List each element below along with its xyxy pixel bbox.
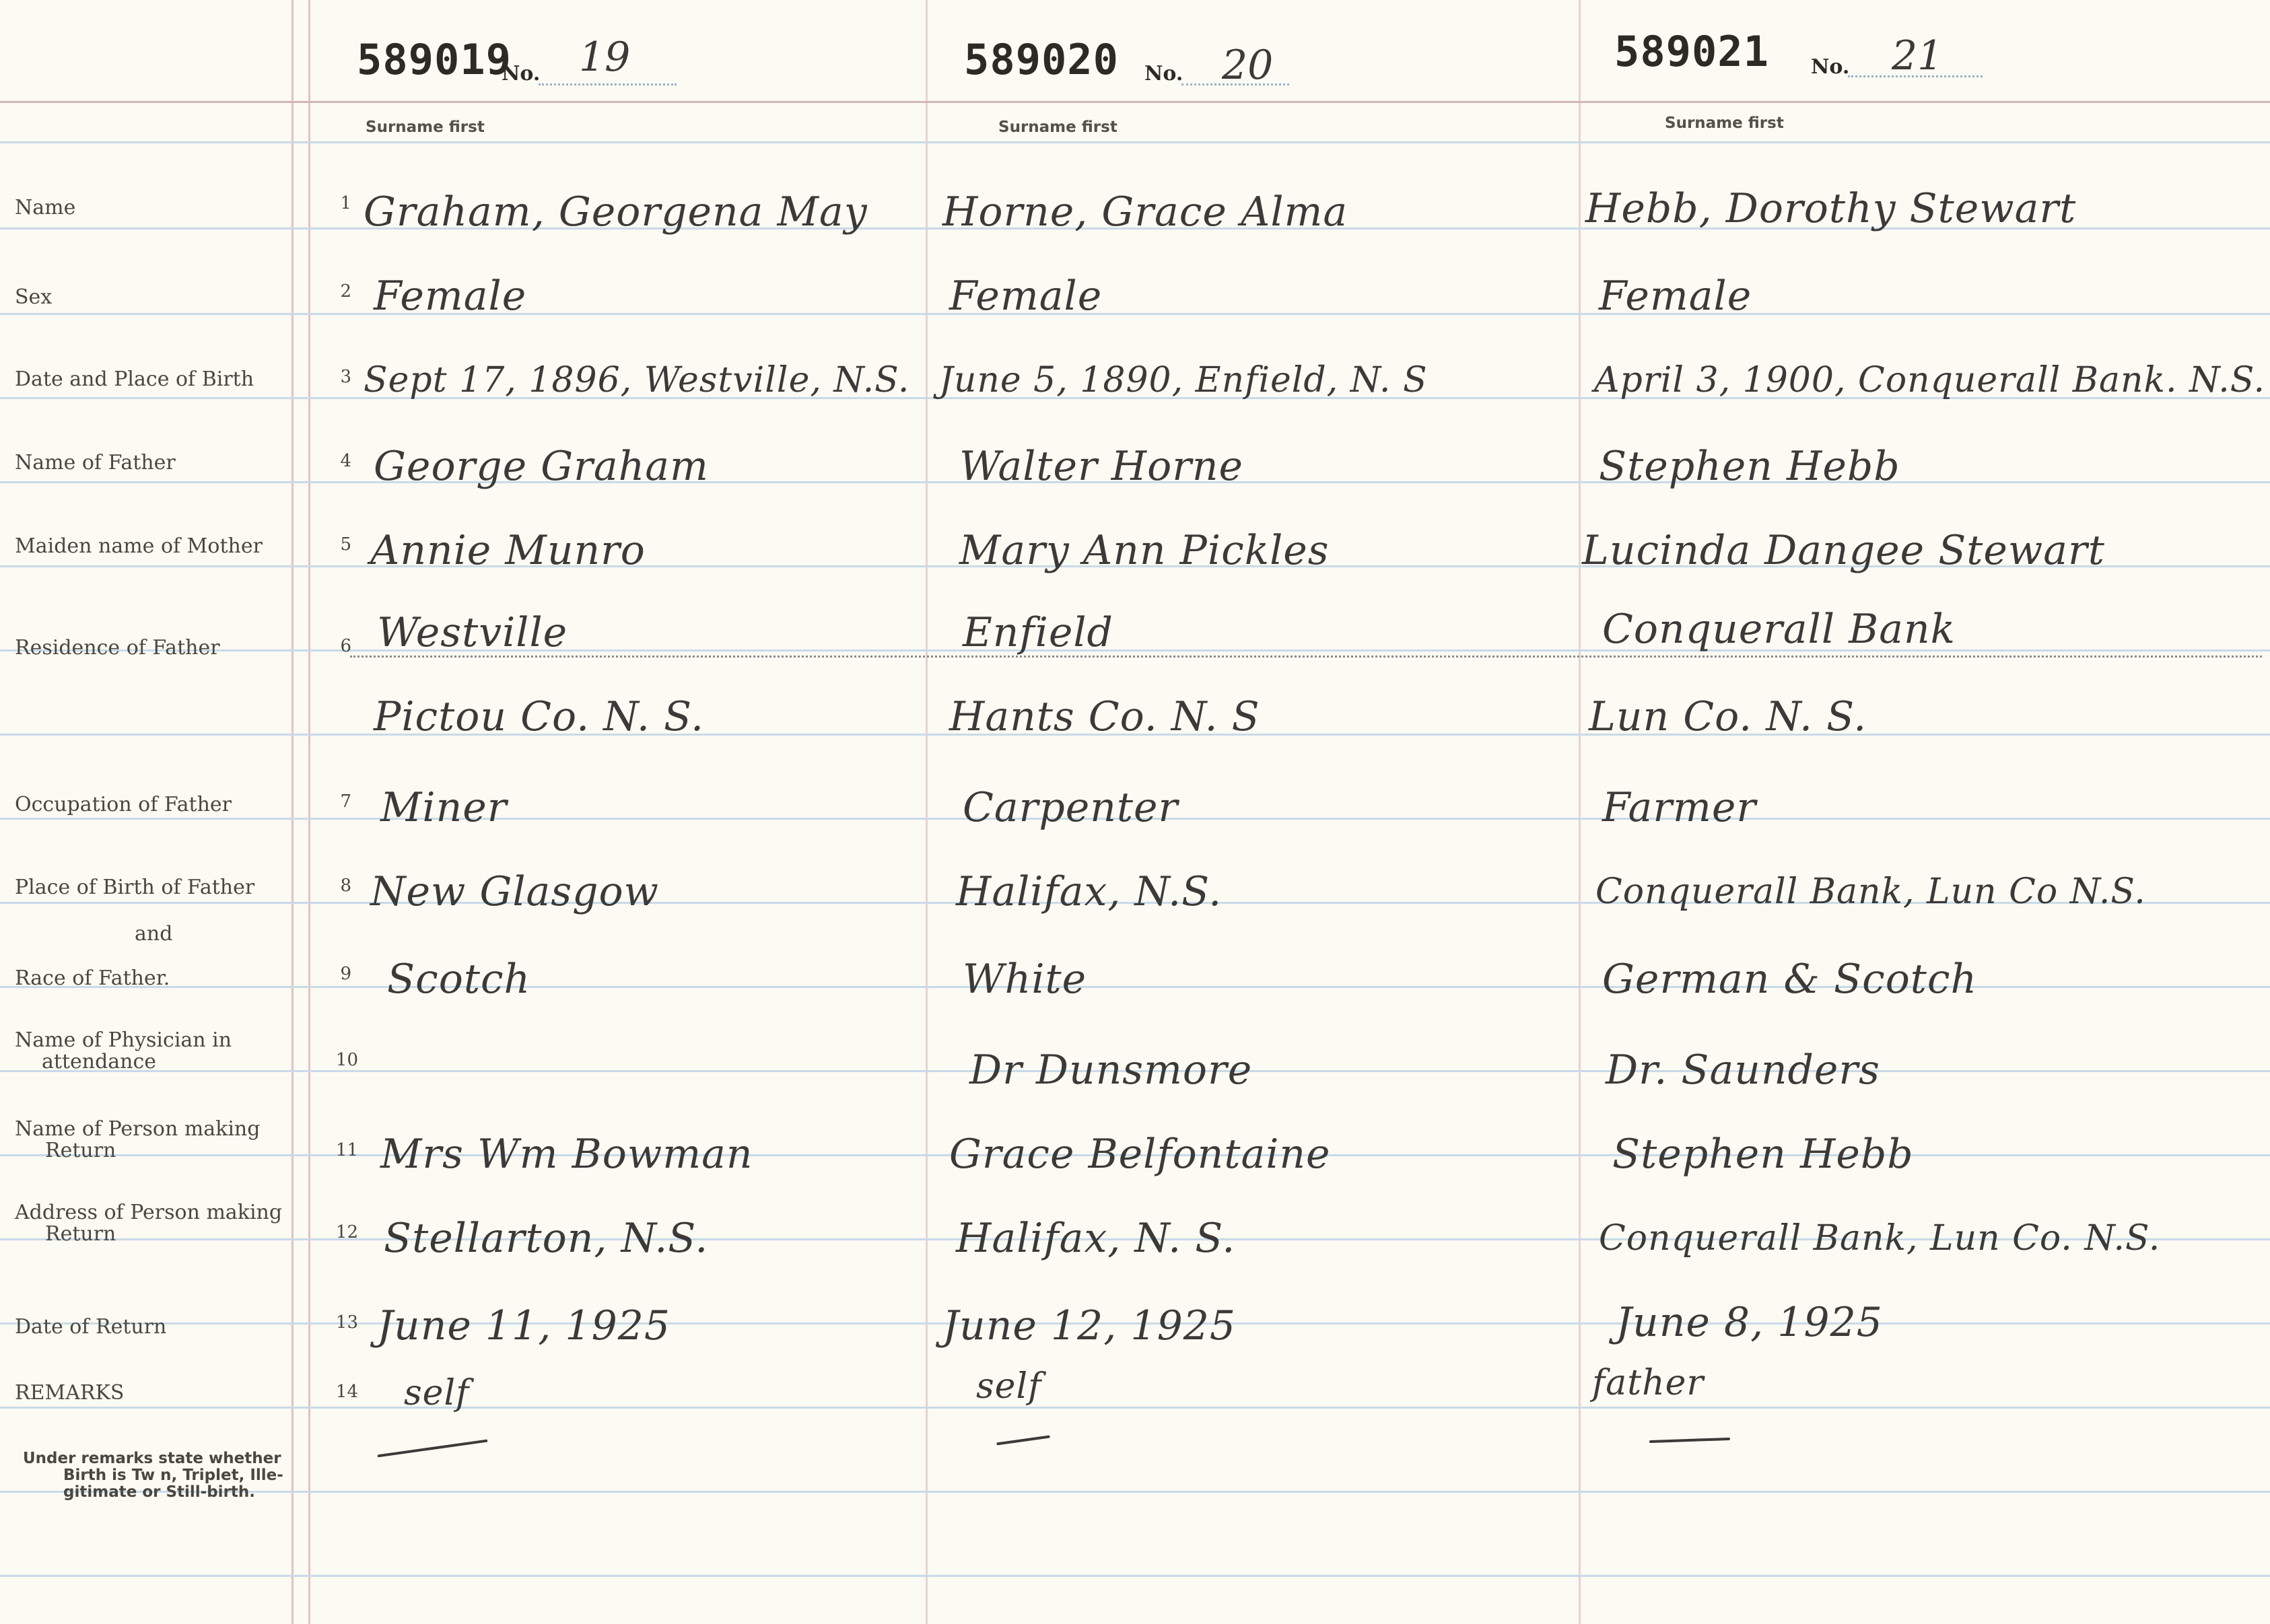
entry-1-remarks-stroke — [378, 1440, 488, 1458]
entry-1-person: Mrs Wm Bowman — [380, 1131, 753, 1178]
line-number: 7 — [340, 791, 351, 812]
label-person-line2: Return — [45, 1139, 116, 1162]
entry-number: 20 — [1222, 42, 1274, 89]
residence-dotted-line — [350, 656, 2262, 658]
label-father-birthplace: Place of Birth of Father — [15, 876, 255, 899]
entry-3-residence: Conquerall Bank — [1602, 606, 1956, 653]
line-number: 4 — [340, 451, 351, 471]
entry-1-sex: Female — [374, 273, 527, 320]
number-dotted-line — [1181, 83, 1289, 85]
entry-3-remarks-stroke — [1649, 1438, 1730, 1443]
entry-1-residence: Westville — [377, 609, 568, 656]
remarks-note-line2: Birth is Tw n, Triplet, Ille- — [63, 1467, 283, 1484]
line-number: 2 — [340, 281, 351, 302]
header-rule — [0, 101, 2270, 103]
entry-2-residence: Enfield — [963, 609, 1113, 656]
label-physician-line1: Name of Physician in — [15, 1028, 232, 1052]
label-residence: Residence of Father — [15, 636, 220, 660]
line-number: 12 — [335, 1222, 358, 1242]
column-rule — [291, 0, 294, 1624]
entry-2-date-return: June 12, 1925 — [942, 1302, 1237, 1349]
entry-3-race: German & Scotch — [1602, 956, 1978, 1003]
number-label: No. — [1811, 55, 1850, 79]
column-rule — [926, 0, 928, 1624]
entry-3-sex: Female — [1599, 273, 1752, 320]
entry-2-father-birthplace: Halifax, N.S. — [956, 868, 1223, 915]
entry-1-father-birthplace: New Glasgow — [370, 868, 660, 915]
label-race: Race of Father. — [15, 966, 170, 990]
surname-hint: Surname first — [1665, 114, 1784, 132]
entry-2-remarks: self — [976, 1366, 1042, 1407]
label-address — [15, 1202, 282, 1245]
row-rule — [0, 141, 2270, 143]
line-number: 13 — [335, 1312, 358, 1333]
label-birth: Date and Place of Birth — [15, 367, 254, 391]
entry-2-father: Walter Horne — [959, 443, 1244, 490]
entry-1-residence-county: Pictou Co. N. S. — [374, 693, 705, 740]
number-label: No. — [502, 62, 541, 85]
label-physician — [15, 1030, 232, 1073]
row-rule — [0, 313, 2270, 315]
line-number: 9 — [340, 964, 351, 984]
entry-1-date-return: June 11, 1925 — [377, 1302, 671, 1349]
line-number: 11 — [335, 1140, 358, 1160]
surname-hint: Surname first — [366, 118, 485, 136]
entry-3-physician: Dr. Saunders — [1606, 1047, 1880, 1094]
entry-2-sex: Female — [949, 273, 1103, 320]
entry-1-race: Scotch — [387, 956, 531, 1003]
entry-number: 19 — [579, 34, 631, 81]
entry-1-remarks: self — [404, 1373, 470, 1413]
line-number: 6 — [340, 636, 351, 656]
line-number: 5 — [340, 534, 351, 555]
entry-1-birth: Sept 17, 1896, Westville, N.S. — [364, 360, 910, 400]
entry-1-father: George Graham — [374, 443, 709, 490]
label-name: Name — [15, 196, 76, 219]
entry-3-remarks: father — [1592, 1363, 1705, 1403]
remarks-note — [23, 1450, 283, 1501]
entry-3-father-birthplace: Conquerall Bank, Lun Co N.S. — [1595, 872, 2146, 912]
number-dotted-line — [1848, 75, 1983, 77]
entry-2-mother: Mary Ann Pickles — [959, 527, 1330, 574]
entry-3-person: Stephen Hebb — [1612, 1131, 1914, 1178]
entry-1-mother: Annie Munro — [370, 527, 646, 574]
entry-3-occupation: Farmer — [1602, 784, 1757, 831]
label-occupation: Occupation of Father — [15, 793, 232, 816]
line-number: 14 — [335, 1382, 358, 1402]
surname-hint: Surname first — [998, 118, 1117, 136]
line-number: 3 — [340, 367, 351, 387]
entry-3-birth: April 3, 1900, Conquerall Bank. N.S. — [1594, 360, 2266, 400]
remarks-note-line1: Under remarks state whether — [23, 1450, 281, 1467]
record-number: 589020 — [964, 35, 1119, 84]
column-rule — [1579, 0, 1581, 1624]
entry-number: 21 — [1892, 32, 1944, 79]
label-remarks: REMARKS — [15, 1381, 125, 1405]
entry-2-race: White — [963, 956, 1087, 1003]
entry-3-date-return: June 8, 1925 — [1616, 1299, 1883, 1346]
label-person-line1: Name of Person making — [15, 1117, 261, 1141]
entry-2-address: Halifax, N. S. — [956, 1215, 1236, 1262]
entry-2-birth: June 5, 1890, Enfield, N. S — [939, 360, 1428, 400]
entry-2-occupation: Carpenter — [963, 784, 1179, 831]
number-label: No. — [1144, 62, 1183, 85]
row-rule — [0, 1575, 2270, 1577]
entry-3-father: Stephen Hebb — [1599, 443, 1900, 490]
entry-1-address: Stellarton, N.S. — [384, 1215, 709, 1262]
record-number: 589019 — [357, 35, 512, 84]
entry-3-mother: Lucinda Dangee Stewart — [1582, 527, 2105, 574]
entry-1-occupation: Miner — [380, 784, 508, 831]
entry-3-address: Conquerall Bank, Lun Co. N.S. — [1599, 1218, 2161, 1259]
label-and: and — [135, 922, 173, 946]
entry-3-name: Hebb, Dorothy Stewart — [1585, 185, 2077, 232]
label-father: Name of Father — [15, 451, 176, 474]
entry-2-name: Horne, Grace Alma — [942, 188, 1348, 236]
column-rule — [308, 0, 310, 1624]
remarks-note-line3: gitimate or Still-birth. — [63, 1483, 256, 1501]
line-number: 8 — [340, 876, 351, 896]
label-mother: Maiden name of Mother — [15, 534, 263, 558]
label-person — [15, 1119, 260, 1162]
row-rule — [0, 1491, 2270, 1493]
entry-3-residence-county: Lun Co. N. S. — [1589, 693, 1867, 740]
label-address-line2: Return — [45, 1222, 116, 1246]
entry-2-remarks-stroke — [996, 1435, 1050, 1445]
entry-2-residence-county: Hants Co. N. S — [949, 693, 1260, 740]
record-number: 589021 — [1614, 27, 1769, 76]
label-physician-line2: attendance — [42, 1050, 157, 1073]
label-sex: Sex — [15, 285, 53, 309]
label-date-return: Date of Return — [15, 1315, 167, 1339]
entry-1-name: Graham, Georgena May — [364, 188, 868, 236]
row-rule — [0, 1407, 2270, 1409]
line-number: 1 — [340, 193, 351, 213]
label-address-line1: Address of Person making — [15, 1201, 283, 1224]
entry-2-person: Grace Belfontaine — [949, 1131, 1331, 1178]
entry-2-physician: Dr Dunsmore — [969, 1047, 1253, 1094]
line-number: 10 — [335, 1050, 358, 1070]
number-dotted-line — [539, 83, 677, 85]
